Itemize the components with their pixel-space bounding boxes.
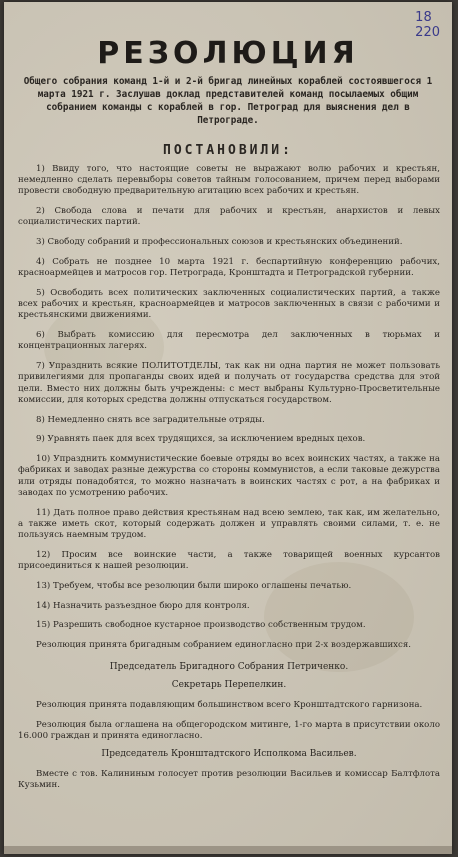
resolution-point: 11) Дать полное право действия крестьянам над всею землею, так как, им желательно, а также иметь скот, который содержать должен и управлять своими силами, т. е. не пользуясь наемным трудом.	[18, 507, 440, 541]
footer-strip	[4, 846, 452, 854]
resolution-point: 13) Требуем, чтобы все резолюции были широко оглашены печатью.	[36, 580, 352, 591]
archive-number-mark	[415, 10, 440, 40]
resolution-point: 12) Просим все воинские части, а также товарищей военных курсантов присоединиться к нашей резолюции.	[18, 549, 440, 572]
archive-number-bottom: 220	[415, 25, 440, 40]
resolution-point: 9) Уравнять паек для всех трудящихся, за исключением вредных цехов.	[36, 434, 366, 445]
decree-heading: ПОСТАНОВИЛИ:	[163, 143, 293, 158]
document-sheet	[4, 2, 452, 854]
garrison-note: Резолюция принята подавляющим большинством всего Кронштадтского гарнизона.	[36, 700, 423, 710]
resolution-point: 7) Упразднить всякие ПОЛИТОТДЕЛЫ, так как ни одна партия не может пользовать привилегиями для пропаганды своих идей и получать от государства средства для этой цели. Вместо них должны быть учреждены: с мест выбраны Культурно-Просветительные комиссии, для которых средства должны отпускаться государством.	[18, 361, 440, 405]
adoption-statement: Резолюция принята бригадным собранием единогласно при 2-х воздержавшихся.	[36, 640, 411, 651]
resolution-point: 15) Разрешить свободное кустарное производство собственным трудом.	[36, 620, 366, 631]
chairman-signature: Председатель Бригадного Собрания Петриченко.	[109, 662, 349, 673]
resolution-point: 10) Упразднить коммунистические боевые отряды во всех воинских частях, а также на фабриках и заводах разные дежурства со стороны коммунистов, а если таковые дежурства или отряды понадобятся, то можно назначать в воинских частях с рот, а на фабриках и заводах по усмотрению рабочих.	[18, 454, 440, 498]
executive-chairman-signature: Председатель Кронштадтского Исполкома Васильев.	[101, 749, 357, 760]
resolution-point: 5) Освободить всех политических заключенных социалистических партий, а также всех рабочих и крестьян, красноармейцев и матросов заключенных в связи с рабочими и крестьянскими движениями.	[18, 288, 440, 321]
resolution-point: 4) Собрать не позднее 10 марта 1921 г. беспартийную конференцию рабочих, красноармейцев и матросов гор. Петрограда, Кронштадта и Петроградской губернии.	[18, 257, 440, 279]
resolution-point: 6) Выбрать комиссию для пересмотра дел заключенных в тюрьмах и концентрационных лагерях.	[18, 330, 440, 352]
signature-block	[18, 661, 440, 791]
resolution-point: 14) Назначить разъездное бюро для контроля.	[36, 600, 250, 611]
resolution-point: 2) Свобода слова и печати для рабочих и крестьян, анархистов и левых социалистических партий.	[18, 206, 440, 228]
document-title: РЕЗОЛЮЦИЯ	[97, 36, 359, 71]
meeting-note: Резолюция была оглашена на общегородском митинге, 1-го марта в присутствии около 16.000 граждан и принята единогласно.	[18, 719, 440, 741]
archive-number-top: 18	[415, 10, 432, 25]
document-subtitle: Общего собрания команд 1-й и 2-й бригад линейных кораблей состоявшегося 1 марта 1921 г. Заслушав доклад представителей команд посылаемых общим собранием команды с кораблей в гор. Петроград для выяснения дел в Петрограде.	[23, 76, 433, 126]
resolution-point: 8) Немедленно снять все заградительные отряды.	[36, 414, 265, 425]
secretary-signature: Секретарь Перепелкин.	[171, 680, 287, 691]
resolution-point: 1) Ввиду того, что настоящие советы не выражают волю рабочих и крестьян, немедленно сделать перевыборы советов тайным голосованием, причем перед выборами провести свободную предварительную агитацию всех рабочих и крестьян.	[18, 164, 440, 197]
resolution-point: 3) Свободу собраний и профессиональных союзов и крестьянских объединений.	[36, 237, 403, 248]
dissent-note: Вместе с тов. Калининым голосует против резолюции Васильев и комиссар Балтфлота Кузьмин.	[18, 768, 440, 790]
